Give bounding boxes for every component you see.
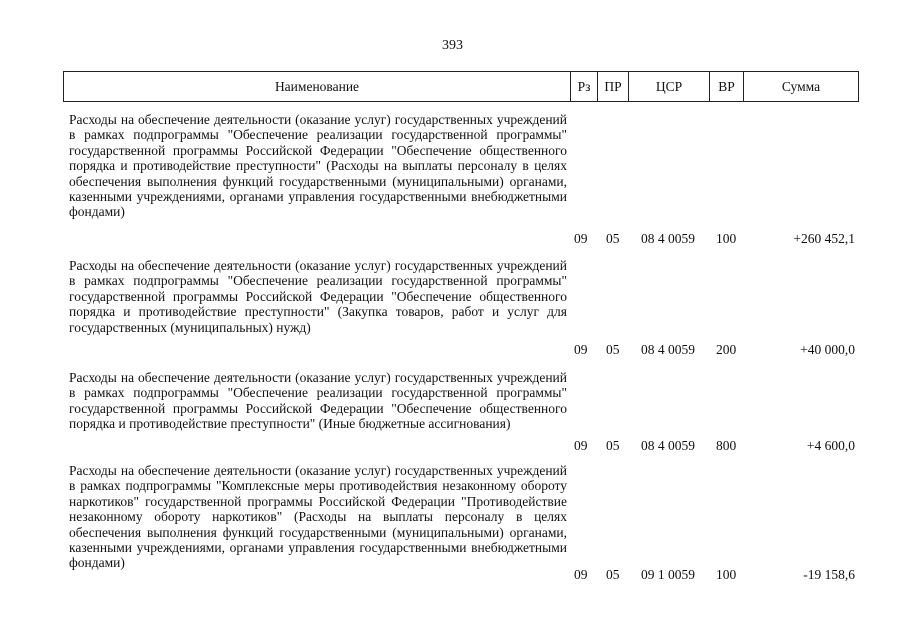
row-csr: 08 4 0059	[641, 342, 695, 357]
row-sum: +4 600,0	[806, 438, 855, 453]
row-name: Расходы на обеспечение деятельности (оказание услуг) государственных учреждений в рамках подпрограммы "Обеспечение реализации государственной программы" государственной программы Российской Федерации "Обеспечение общественного порядка и противодействие преступности" (Иные бюджетные ассигнования)	[69, 370, 567, 432]
row-pr: 05	[606, 567, 620, 582]
row-vr: 100	[716, 231, 737, 246]
row-csr: 08 4 0059	[641, 438, 695, 453]
row-sum: -19 158,6	[803, 567, 855, 582]
row-vr: 100	[716, 567, 737, 582]
row-rz: 09	[574, 567, 588, 582]
row-pr: 05	[606, 342, 620, 357]
row-vr: 200	[716, 342, 737, 357]
row-pr: 05	[606, 231, 620, 246]
page-number: 393	[442, 38, 463, 53]
header-rz: Рз	[570, 72, 597, 101]
row-rz: 09	[574, 438, 588, 453]
row-csr: 09 1 0059	[641, 567, 695, 582]
row-name: Расходы на обеспечение деятельности (оказание услуг) государственных учреждений в рамках подпрограммы "Обеспечение реализации государственной программы" государственной программы Российской Федерации "Обеспечение общественного порядка и противодействие преступности" (Расходы на выплаты персоналу в целях обеспечения выполнения функций государственными (муниципальными) органами, казенными учреждениями, органами управления государственными внебюджетными фондами)	[69, 112, 567, 220]
row-rz: 09	[574, 231, 588, 246]
row-rz: 09	[574, 342, 588, 357]
row-sum: +260 452,1	[793, 231, 855, 246]
row-vr: 800	[716, 438, 737, 453]
table-row	[63, 258, 859, 357]
row-name: Расходы на обеспечение деятельности (оказание услуг) государственных учреждений в рамках подпрограммы "Комплексные меры противодействия незаконному обороту наркотиков" государственной программы Российской Федерации "Противодействие незаконному обороту наркотиков" (Расходы на выплаты персоналу в целях обеспечения выполнения функций государственными (муниципальными) органами, казенными учреждениями, органами управления государственными внебюджетными фондами)	[69, 463, 567, 571]
header-pr: ПР	[597, 72, 628, 101]
row-csr: 08 4 0059	[641, 231, 695, 246]
row-sum: +40 000,0	[800, 342, 855, 357]
table-row	[63, 463, 859, 582]
header-name: Наименование	[274, 78, 360, 94]
header-csr: ЦСР	[628, 72, 709, 101]
header-vr: ВР	[709, 72, 743, 101]
header-sum: Сумма	[743, 72, 858, 101]
table-row	[63, 370, 859, 453]
table-row	[63, 112, 859, 246]
row-pr: 05	[606, 438, 620, 453]
table-header	[63, 71, 859, 102]
row-name: Расходы на обеспечение деятельности (оказание услуг) государственных учреждений в рамках подпрограммы "Обеспечение реализации государственной программы" государственной программы Российской Федерации "Обеспечение общественного порядка и противодействие преступности" (Закупка товаров, работ и услуг для государственных (муниципальных) нужд)	[69, 258, 567, 335]
